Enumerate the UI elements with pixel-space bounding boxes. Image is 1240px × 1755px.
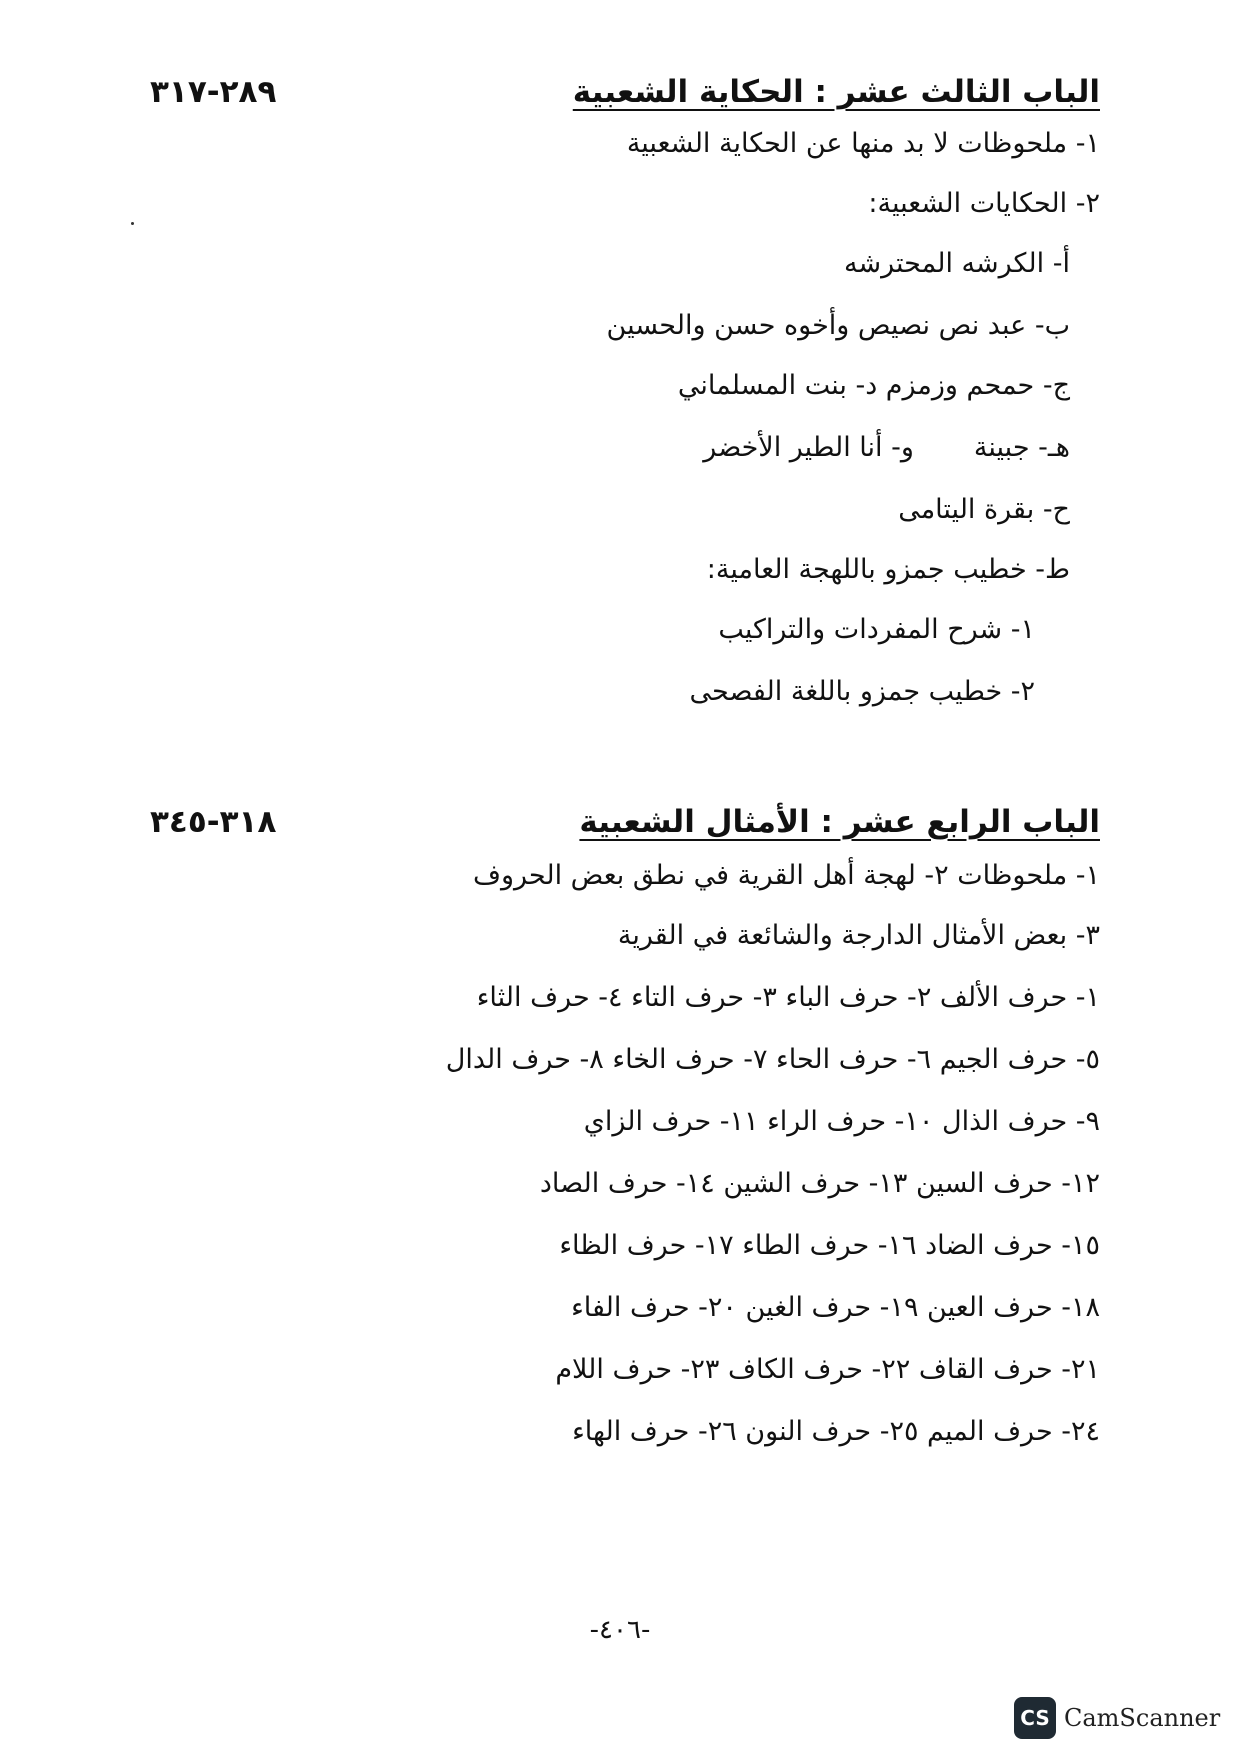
chapter-13-item: ب- عبد نص نصيص وأخوه حسن والحسين [606, 310, 1070, 341]
camscanner-logo-icon: CS [1014, 1697, 1056, 1739]
chapter-13-item: هـ- جبينة [973, 432, 1070, 463]
chapter-14-item: ١- حرف الألف ٢- حرف الباء ٣- حرف التاء ٤- حرف الثاء [476, 982, 1100, 1013]
camscanner-label: CamScanner [1064, 1704, 1221, 1732]
chapter-14-item: ٥- حرف الجيم ٦- حرف الحاء ٧- حرف الخاء ٨- حرف الدال [445, 1044, 1100, 1075]
chapter-13-subitem: ١- شرح المفردات والتراكيب [718, 614, 1035, 645]
chapter-13-item: ١- ملحوظات لا بد منها عن الحكاية الشعبية [626, 128, 1100, 159]
chapter-14-item: ٢٤- حرف الميم ٢٥- حرف النون ٢٦- حرف الهاء [572, 1416, 1100, 1447]
chapter-13-item: ح- بقرة اليتامى [898, 494, 1070, 525]
chapter-14-item: ١٨- حرف العين ١٩- حرف الغين ٢٠- حرف الفاء [571, 1292, 1100, 1323]
scan-speck [131, 222, 134, 225]
chapter-13-title: الباب الثالث عشر : الحكاية الشعبية [572, 74, 1100, 110]
chapter-14-item: ٣- بعض الأمثال الدارجة والشائعة في القرية [617, 920, 1100, 951]
chapter-13-item: و- أنا الطير الأخضر [703, 432, 914, 463]
chapter-14-heading-row [150, 792, 1100, 840]
chapter-13-item-row [703, 432, 1070, 463]
chapter-13-item: ٢- الحكايات الشعبية: [868, 188, 1100, 219]
chapter-13-subitem: ٢- خطيب جمزو باللغة الفصحى [689, 676, 1035, 707]
chapter-13-item: ط- خطيب جمزو باللهجة العامية: [706, 554, 1070, 585]
chapter-14-item: ٢١- حرف القاف ٢٢- حرف الكاف ٢٣- حرف اللام [555, 1354, 1100, 1385]
chapter-14-item: ٩- حرف الذال ١٠- حرف الراء ١١- حرف الزاي [583, 1106, 1100, 1137]
chapter-14-page-range: ٣١٨-٣٤٥ [150, 804, 277, 840]
chapter-14-item: ١٥- حرف الضاد ١٦- حرف الطاء ١٧- حرف الظاء [559, 1230, 1100, 1261]
chapter-14-item: ١- ملحوظات ٢- لهجة أهل القرية في نطق بعض الحروف [472, 860, 1100, 891]
chapter-13-page-range: ٢٨٩-٣١٧ [150, 74, 277, 110]
camscanner-watermark [1014, 1697, 1220, 1739]
chapter-13-item: أ- الكرشه المحترشه [844, 248, 1070, 279]
chapter-13-heading-row [150, 62, 1100, 110]
chapter-14-item: ١٢- حرف السين ١٣- حرف الشين ١٤- حرف الصاد [539, 1168, 1100, 1199]
chapter-14-title: الباب الرابع عشر : الأمثال الشعبية [579, 804, 1100, 840]
chapter-13-item: ج- حمحم وزمزم د- بنت المسلماني [677, 370, 1070, 401]
page-number: -٤٠٦- [589, 1615, 651, 1645]
